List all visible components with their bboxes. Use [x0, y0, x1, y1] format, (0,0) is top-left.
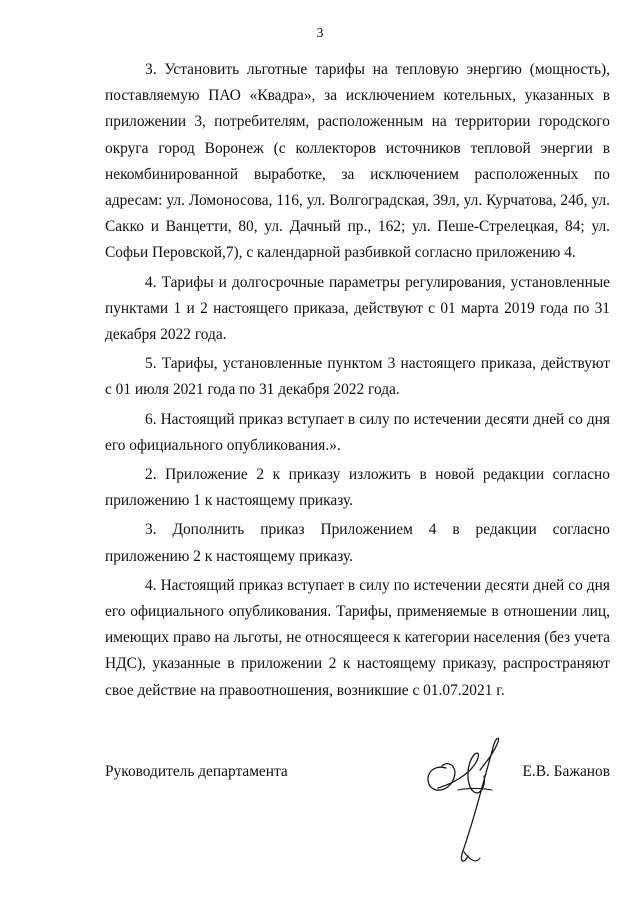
paragraph-amendment-2: 2. Приложение 2 к приказу изложить в новой редакции согласно приложению 1 к настоящему приказу.	[105, 466, 610, 510]
paragraph-clause-6-effect: 6. Настоящий приказ вступает в силу по истечении десяти дней со дня его официального опубликования.».	[105, 410, 610, 454]
paragraph-clause-3-tariffs: 3. Установить льготные тарифы на тепловую энергию (мощность), поставляемую ПАО «Квадра», за исключением котельных, указанных в приложении 3, потребителям, расположенным на территории городского округа город Воронеж (с коллекторов источников тепловой энергии в некомбинированной выработке, за исключением расположенных по адресам: ул. Ломоносова, 116, ул. Волгоградская, 39л, ул. Курчатова, 24б, ул. Сакко и Ванцетти, 80, ул. Дачный пр., 162; ул. Пеше-Стрелецкая, 84; ул. Софьи Перовской,7), с календарной разбивкой согласно приложению 4.	[105, 61, 610, 262]
document-body	[105, 57, 610, 704]
paragraph-amendment-4: 4. Настоящий приказ вступает в силу по истечении десяти дней со дня его официального опубликования. Тарифы, применяемые в отношении лиц, имеющих право на льготы, не относящееся к категории населения (без учета НДС), указанные в приложении 2 к настоящему приказу, распространяют свое действие на правоотношения, возникшие с 01.07.2021 г.	[105, 576, 610, 699]
signer-name: Е.В. Бажанов	[522, 763, 610, 780]
signer-position: Руководитель департамента	[105, 763, 288, 780]
paragraph-clause-4-validity: 4. Тарифы и долгосрочные параметры регулирования, установленные пунктами 1 и 2 настоящего приказа, действуют с 01 марта 2019 года по 31 декабря 2022 года.	[105, 273, 610, 344]
page-number: 3	[316, 26, 324, 41]
paragraph-clause-5-validity: 5. Тарифы, установленные пунктом 3 настоящего приказа, действуют с 01 июля 2021 года по 31 декабря 2022 года.	[105, 355, 610, 399]
handwritten-signature	[418, 730, 528, 870]
paragraph-amendment-3: 3. Дополнить приказ Приложением 4 в редакции согласно приложению 2 к настоящему приказу.	[105, 521, 610, 565]
